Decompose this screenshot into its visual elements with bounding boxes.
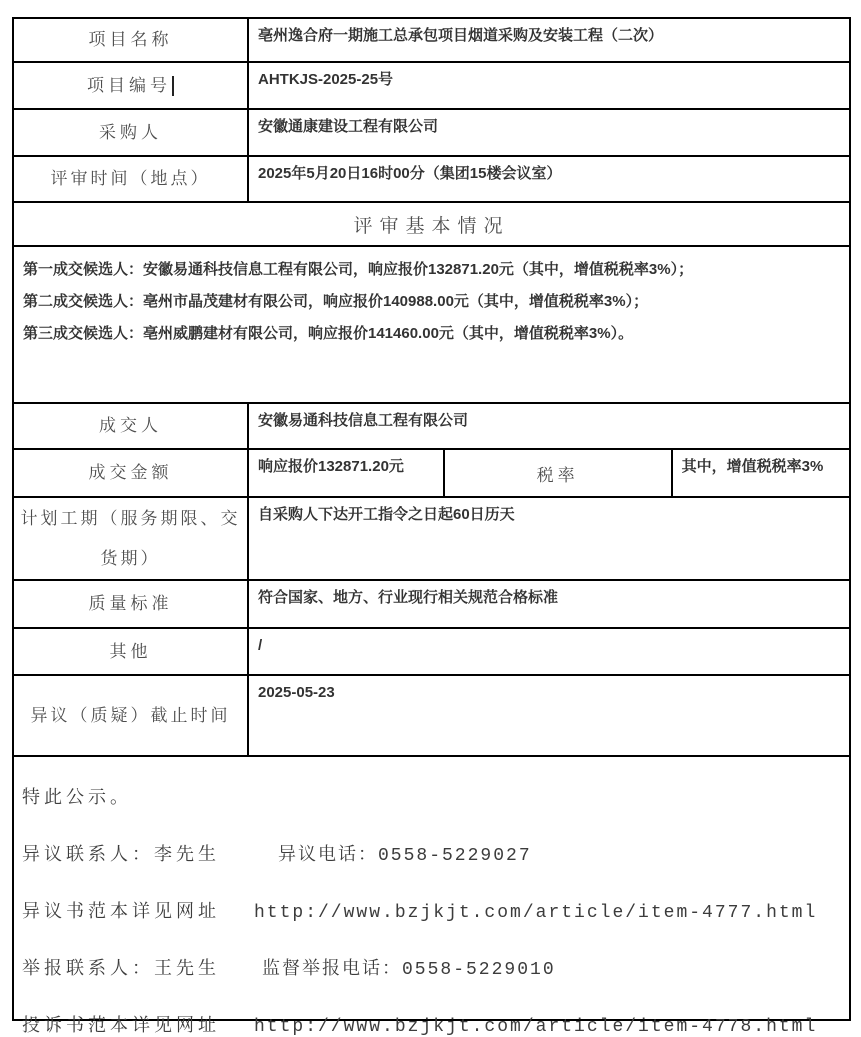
field-label-project-name [14, 19, 249, 61]
candidate-line-3: 第三成交候选人：亳州威鹏建材有限公司，响应报价141460.00元（其中，增值税税率3%）。 [23, 325, 634, 342]
field-label-text: 项目编号 [87, 75, 171, 95]
field-label-review-time [14, 157, 249, 201]
footer-line-objection-template [22, 897, 839, 923]
field-value-text: AHTKJS-2025-25号 [258, 71, 394, 88]
field-value-tax-rate[interactable] [673, 450, 849, 496]
section-header [14, 203, 849, 245]
field-label-text: 计划工期（服务期限、交货期） [20, 508, 241, 568]
section-header-text: 评审基本情况 [353, 215, 510, 237]
field-value-winner[interactable] [249, 404, 849, 448]
objection-phone: 异议电话：0558-5229027 [278, 846, 532, 866]
footer-notice: 特此公示。 [22, 787, 132, 807]
field-value-text: 自采购人下达开工指令之日起60日历天 [258, 506, 515, 523]
field-label-text: 税率 [536, 465, 579, 485]
footer-line-complaint-template [22, 1011, 839, 1037]
complaint-template-url: http://www.bzjkjt.com/article/item-4778.html [254, 1017, 818, 1037]
field-value-duration[interactable] [249, 498, 849, 579]
field-label-tax-rate [445, 450, 673, 496]
objection-template-url: http://www.bzjkjt.com/article/item-4777.html [254, 903, 818, 923]
table-row-footer [14, 757, 849, 1037]
objection-contact-label: 异议联系人：李先生 [22, 844, 220, 864]
table-row-purchaser [14, 110, 849, 157]
report-phone: 监督举报电话：0558-5229010 [262, 960, 556, 980]
table-row-other [14, 629, 849, 676]
field-label-text: 评审时间（地点） [50, 169, 211, 188]
field-label-winner [14, 404, 249, 448]
field-value-purchaser[interactable] [249, 110, 849, 155]
field-value-text: 安徽通康建设工程有限公司 [258, 118, 439, 135]
table-row-amount [14, 450, 849, 498]
field-label-other [14, 629, 249, 674]
table-row-section-header [14, 203, 849, 247]
field-value-text: 安徽易通科技信息工程有限公司 [258, 412, 469, 429]
field-label-text: 质量标准 [88, 594, 173, 613]
field-value-project-number[interactable] [249, 63, 849, 108]
candidate-line-2: 第二成交候选人：亳州市晶茂建材有限公司，响应报价140988.00元（其中，增值税税率3%）； [23, 293, 649, 310]
table-row-quality [14, 581, 849, 629]
field-value-review-time[interactable] [249, 157, 849, 201]
field-value-text: 2025-05-23 [258, 684, 335, 701]
table-row-candidates [14, 247, 849, 404]
field-value-other[interactable] [249, 629, 849, 674]
field-value-project-name[interactable] [249, 19, 849, 61]
announcement-table [12, 17, 851, 1037]
field-label-objection-deadline [14, 676, 249, 755]
table-row-project-number [14, 63, 849, 110]
table-row-duration [14, 498, 849, 581]
field-label-amount [14, 450, 249, 496]
field-value-text: / [258, 637, 263, 654]
field-value-objection-deadline[interactable] [249, 676, 849, 755]
field-value-text: 亳州逸合府一期施工总承包项目烟道采购及安装工程（二次） [258, 27, 664, 44]
complaint-template-label: 投诉书范本详见网址 [22, 1015, 220, 1035]
footer-line-report-contact [22, 954, 839, 980]
field-value-text: 2025年5月20日16时00分（集团15楼会议室） [258, 165, 562, 182]
field-value-quality[interactable] [249, 581, 849, 627]
field-value-text: 响应报价132871.20元 [258, 458, 404, 475]
report-contact-label: 举报联系人：王先生 [22, 958, 220, 978]
field-value-text: 符合国家、地方、行业现行相关规范合格标准 [258, 589, 559, 606]
table-row-objection-deadline [14, 676, 849, 757]
field-label-text: 采购人 [99, 122, 162, 142]
field-value-amount[interactable] [249, 450, 445, 496]
field-label-quality [14, 581, 249, 627]
table-row-winner [14, 404, 849, 450]
footer-line-objection-contact [22, 840, 839, 866]
footer-block [14, 757, 849, 1037]
field-label-text: 项目名称 [88, 30, 173, 49]
table-row-project-name [14, 19, 849, 63]
field-label-text: 其他 [109, 641, 152, 661]
field-label-project-number[interactable] [14, 63, 249, 108]
field-label-text: 异议（质疑）截止时间 [30, 705, 231, 725]
field-label-text: 成交人 [99, 416, 162, 435]
table-row-review-time [14, 157, 849, 203]
candidate-line-1: 第一成交候选人：安徽易通科技信息工程有限公司，响应报价132871.20元（其中，增值税税率3%）； [23, 261, 694, 278]
objection-template-label: 异议书范本详见网址 [22, 901, 220, 921]
candidates-block[interactable] [14, 247, 849, 402]
field-label-text: 成交金额 [88, 463, 173, 482]
text-cursor [172, 76, 174, 96]
field-value-text: 其中，增值税税率3% [681, 458, 824, 475]
field-label-duration [14, 498, 249, 579]
field-label-purchaser [14, 110, 249, 155]
